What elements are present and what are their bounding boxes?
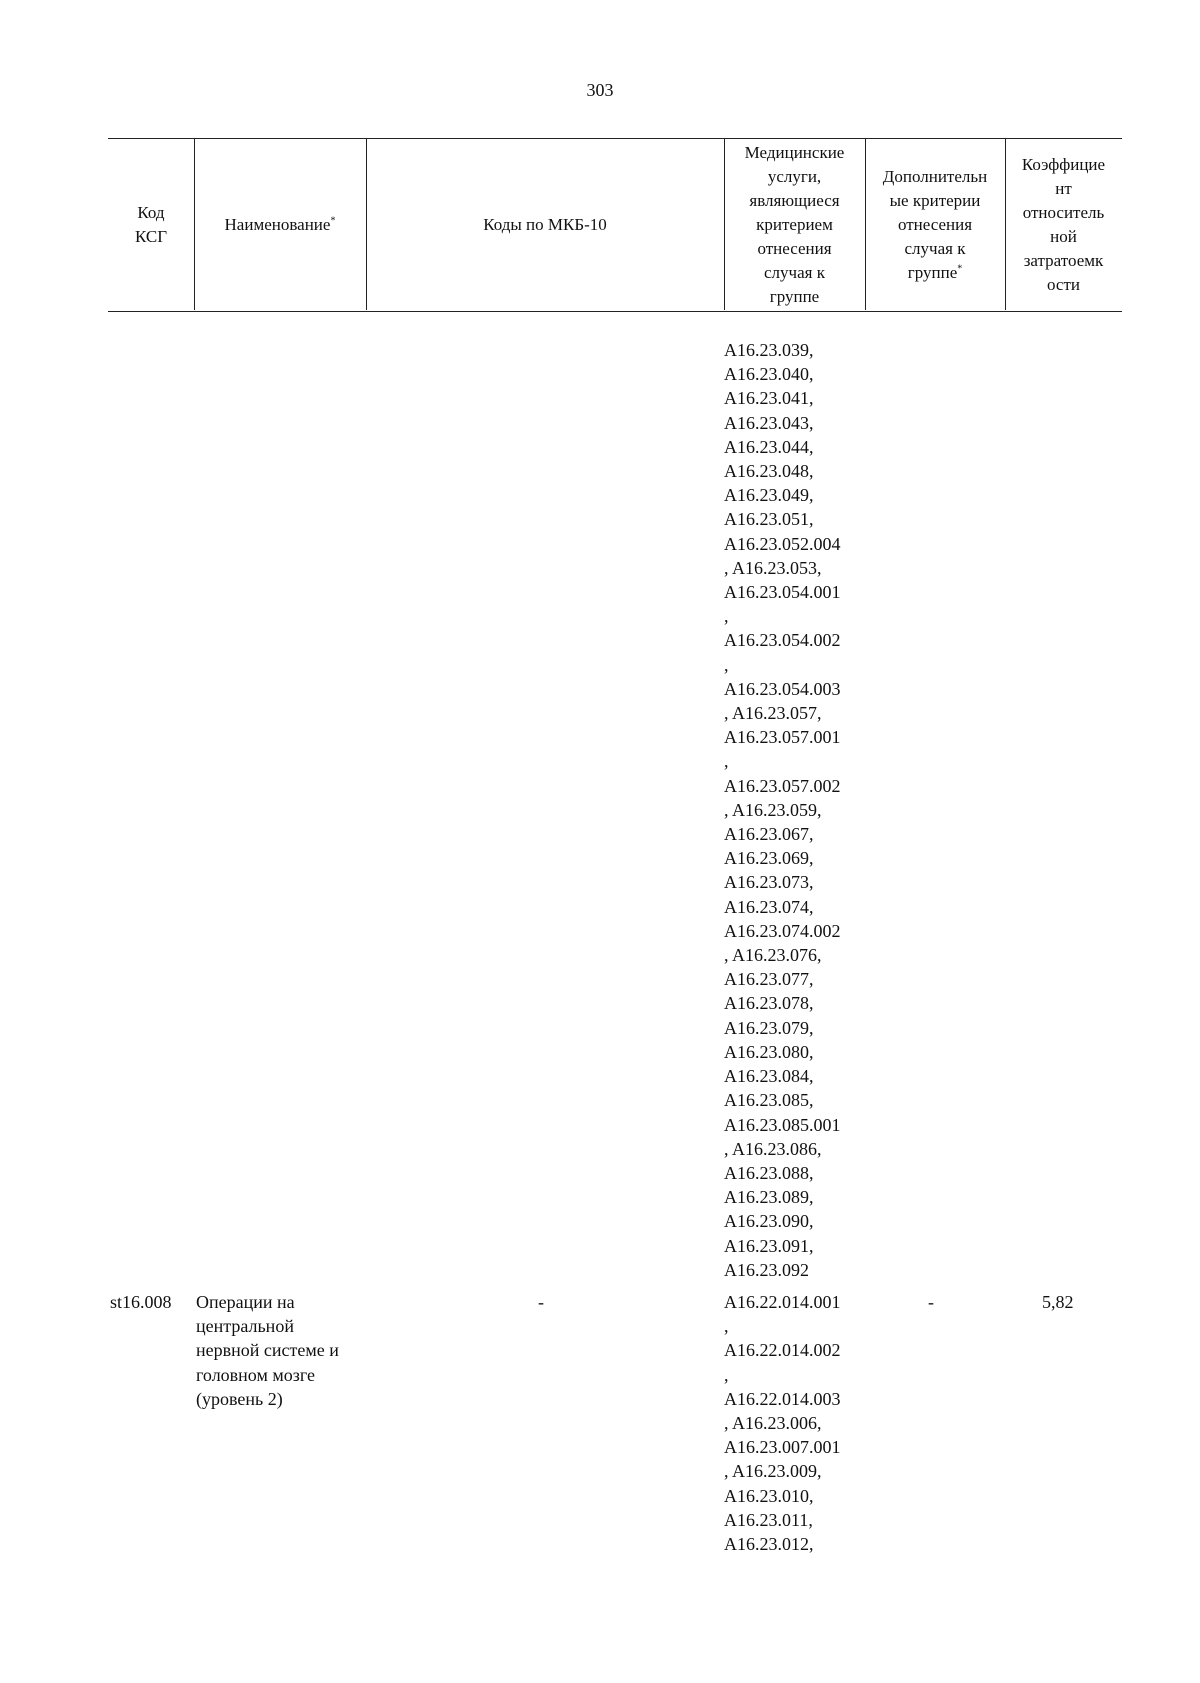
service-code-line: , A16.23.009, xyxy=(724,1461,822,1482)
service-code-line: A16.23.074.002 xyxy=(724,920,841,941)
header-services: Медицинские услуги, являющиеся критерием отнесения случая к группе xyxy=(744,143,845,306)
service-code-line: A16.23.080, xyxy=(724,1041,814,1062)
service-code-line: A16.23.048, xyxy=(724,461,814,482)
service-code-line: A16.23.090, xyxy=(724,1211,814,1232)
service-code-line: A16.23.044, xyxy=(724,436,814,457)
row-mkb: - xyxy=(538,1292,544,1312)
service-code-line: , xyxy=(724,606,729,627)
service-code-line: , A16.23.057, xyxy=(724,703,822,724)
service-code-line: , A16.23.053, xyxy=(724,557,822,578)
header-name: Наименование* xyxy=(224,215,336,234)
service-code-line: A16.23.091, xyxy=(724,1235,814,1256)
header-code: Код КСГ xyxy=(134,203,168,246)
service-code-line: , xyxy=(724,1364,729,1385)
service-code-line: A16.23.054.003 xyxy=(724,678,841,699)
service-code-line: A16.23.054.001 xyxy=(724,582,841,603)
table-header xyxy=(108,138,1122,312)
header-extra-criteria: Дополнительн ые критерии отнесения случая к группе* xyxy=(882,167,988,282)
service-code-line: , xyxy=(724,1316,729,1337)
service-code-line: , A16.23.006, xyxy=(724,1413,822,1434)
service-code-line: A16.23.074, xyxy=(724,896,814,917)
service-code-line: A16.23.043, xyxy=(724,412,814,433)
service-code-line: , A16.23.086, xyxy=(724,1138,822,1159)
service-code-line: A16.23.084, xyxy=(724,1066,814,1087)
row-name: Операции на центральной нервной системе и головном мозге (уровень 2) xyxy=(196,1292,339,1409)
row-coefficient: 5,82 xyxy=(1042,1292,1074,1312)
service-code-line: A16.23.057.002 xyxy=(724,775,841,796)
service-code-line: A16.23.085, xyxy=(724,1090,814,1111)
service-code-line: A16.23.052.004 xyxy=(724,533,841,554)
service-code-line: A16.22.014.003 xyxy=(724,1388,841,1409)
header-coefficient: Коэффицие нт относитель ной затратоемк ости xyxy=(1021,155,1106,294)
service-code-line: A16.23.051, xyxy=(724,509,814,530)
header-divider xyxy=(1005,138,1006,310)
service-code-line: A16.23.067, xyxy=(724,824,814,845)
service-code-line: A16.23.088, xyxy=(724,1162,814,1183)
service-code-line: A16.23.054.002 xyxy=(724,630,841,651)
row-services-list xyxy=(724,1290,864,1556)
service-code-line: A16.23.077, xyxy=(724,969,814,990)
row-extra-criteria: - xyxy=(928,1292,934,1312)
header-divider xyxy=(194,138,195,310)
service-code-line: A16.23.078, xyxy=(724,993,814,1014)
service-code-line: A16.23.085.001 xyxy=(724,1114,841,1135)
service-code-line: , xyxy=(724,751,729,772)
header-divider xyxy=(724,138,725,310)
service-code-line: A16.23.069, xyxy=(724,848,814,869)
service-code-line: A16.23.057.001 xyxy=(724,727,841,748)
service-code-line: , A16.23.059, xyxy=(724,799,822,820)
header-mkb: Коды по МКБ-10 xyxy=(483,215,607,234)
service-code-line: A16.23.007.001 xyxy=(724,1437,841,1458)
service-code-line: A16.23.012, xyxy=(724,1534,814,1555)
service-code-line: A16.22.014.002 xyxy=(724,1340,841,1361)
header-divider xyxy=(865,138,866,310)
page-number: 303 xyxy=(586,80,614,100)
service-code-line: A16.23.073, xyxy=(724,872,814,893)
service-code-line: A16.22.014.001 xyxy=(724,1292,841,1312)
service-code-line: A16.23.049, xyxy=(724,485,814,506)
header-divider xyxy=(366,138,367,310)
service-code-line: A16.23.040, xyxy=(724,364,814,385)
service-code-line: A16.23.041, xyxy=(724,388,814,409)
continuation-services-list xyxy=(724,338,864,1282)
service-code-line: A16.23.092 xyxy=(724,1259,809,1280)
service-code-line: A16.23.089, xyxy=(724,1187,814,1208)
service-code-line: , xyxy=(724,654,729,675)
row-code: st16.008 xyxy=(110,1292,172,1312)
service-code-line: A16.23.039, xyxy=(724,340,814,360)
service-code-line: A16.23.010, xyxy=(724,1485,814,1506)
service-code-line: A16.23.079, xyxy=(724,1017,814,1038)
service-code-line: , A16.23.076, xyxy=(724,945,822,966)
service-code-line: A16.23.011, xyxy=(724,1509,813,1530)
